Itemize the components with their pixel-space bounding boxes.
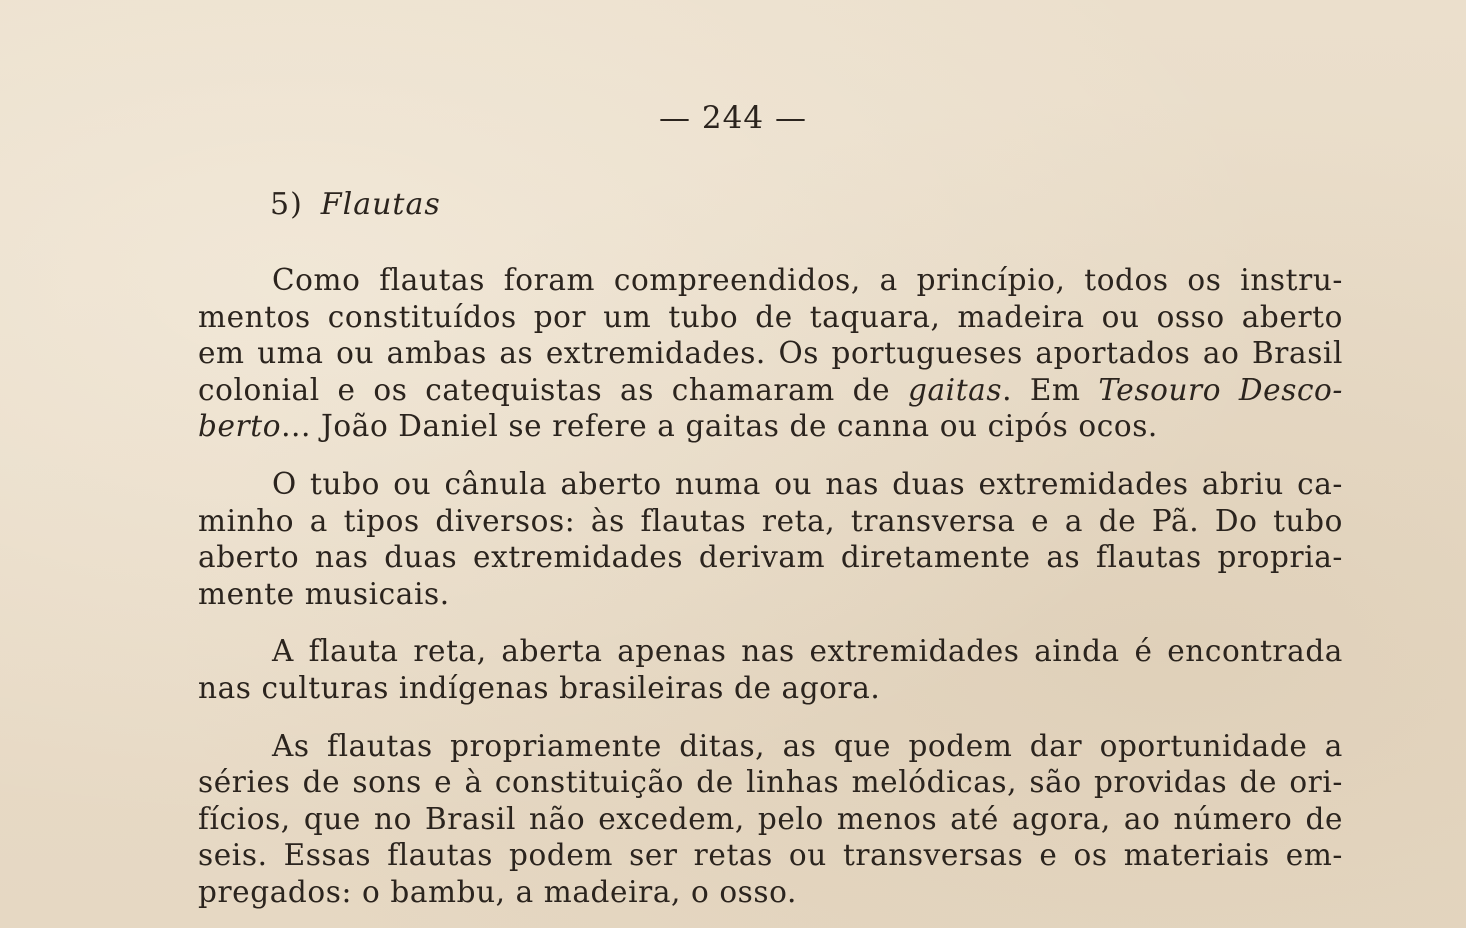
- italic-book-title: Tesouro Desco-: [1098, 372, 1343, 407]
- paragraph-line: As flautas propriamente ditas, as que podem dar oportunidade a: [272, 728, 1343, 763]
- paragraph-line: aberto nas duas extremidades derivam diretamente as flautas propria-: [198, 540, 1343, 575]
- section-marker: 5): [270, 187, 303, 222]
- text-run: colonial e os catequistas as chamaram de: [198, 372, 908, 407]
- paragraph-line: fícios, que no Brasil não excedem, pelo menos até agora, ao número de: [198, 801, 1343, 836]
- text-run: ... João Daniel se refere a gaitas de canna ou cipós ocos.: [281, 409, 1158, 444]
- paragraph-line: minho a tipos diversos: às flautas reta, transversa e a de Pã. Do tubo: [198, 503, 1343, 538]
- paragraph-line: [198, 408, 1343, 445]
- paragraph-line: O tubo ou cânula aberto numa ou nas duas extremidades abriu ca-: [272, 466, 1343, 501]
- page-number: [0, 100, 1466, 136]
- text-run: . Em: [1002, 372, 1099, 407]
- paragraph-2: [198, 466, 1343, 612]
- paragraph-line: Como flautas foram compreendidos, a princípio, todos os instru-: [272, 263, 1343, 297]
- paragraph-line: A flauta reta, aberta apenas nas extremidades ainda é encontrada: [272, 634, 1343, 669]
- paragraph-line: [198, 372, 1343, 409]
- section-title: Flautas: [320, 187, 441, 222]
- italic-term: gaitas: [907, 372, 1003, 407]
- page-number-dash-right: —: [774, 100, 807, 136]
- body-text: [198, 262, 1343, 911]
- paragraph-line: mentos constituídos por um tubo de taquara, madeira ou osso aberto: [198, 299, 1343, 334]
- page-number-value: 244: [701, 100, 765, 136]
- paragraph-line: séries de sons e à constituição de linhas melódicas, são providas de ori-: [198, 765, 1343, 800]
- section-heading: [270, 187, 441, 222]
- paragraph-1: [198, 262, 1343, 445]
- italic-book-title: berto: [198, 409, 282, 444]
- paragraph-3: [198, 633, 1343, 706]
- page-number-dash-left: —: [659, 100, 692, 136]
- paragraph-line: nas culturas indígenas brasileiras de agora.: [198, 670, 881, 705]
- paragraph-4: [198, 728, 1343, 911]
- paragraph-line: pregados: o bambu, a madeira, o osso.: [198, 874, 797, 909]
- paragraph-line: em uma ou ambas as extremidades. Os portugueses aportados ao Brasil: [198, 336, 1343, 371]
- paragraph-line: seis. Essas flautas podem ser retas ou transversas e os materiais em-: [198, 838, 1343, 873]
- paragraph-line: mente musicais.: [198, 576, 450, 611]
